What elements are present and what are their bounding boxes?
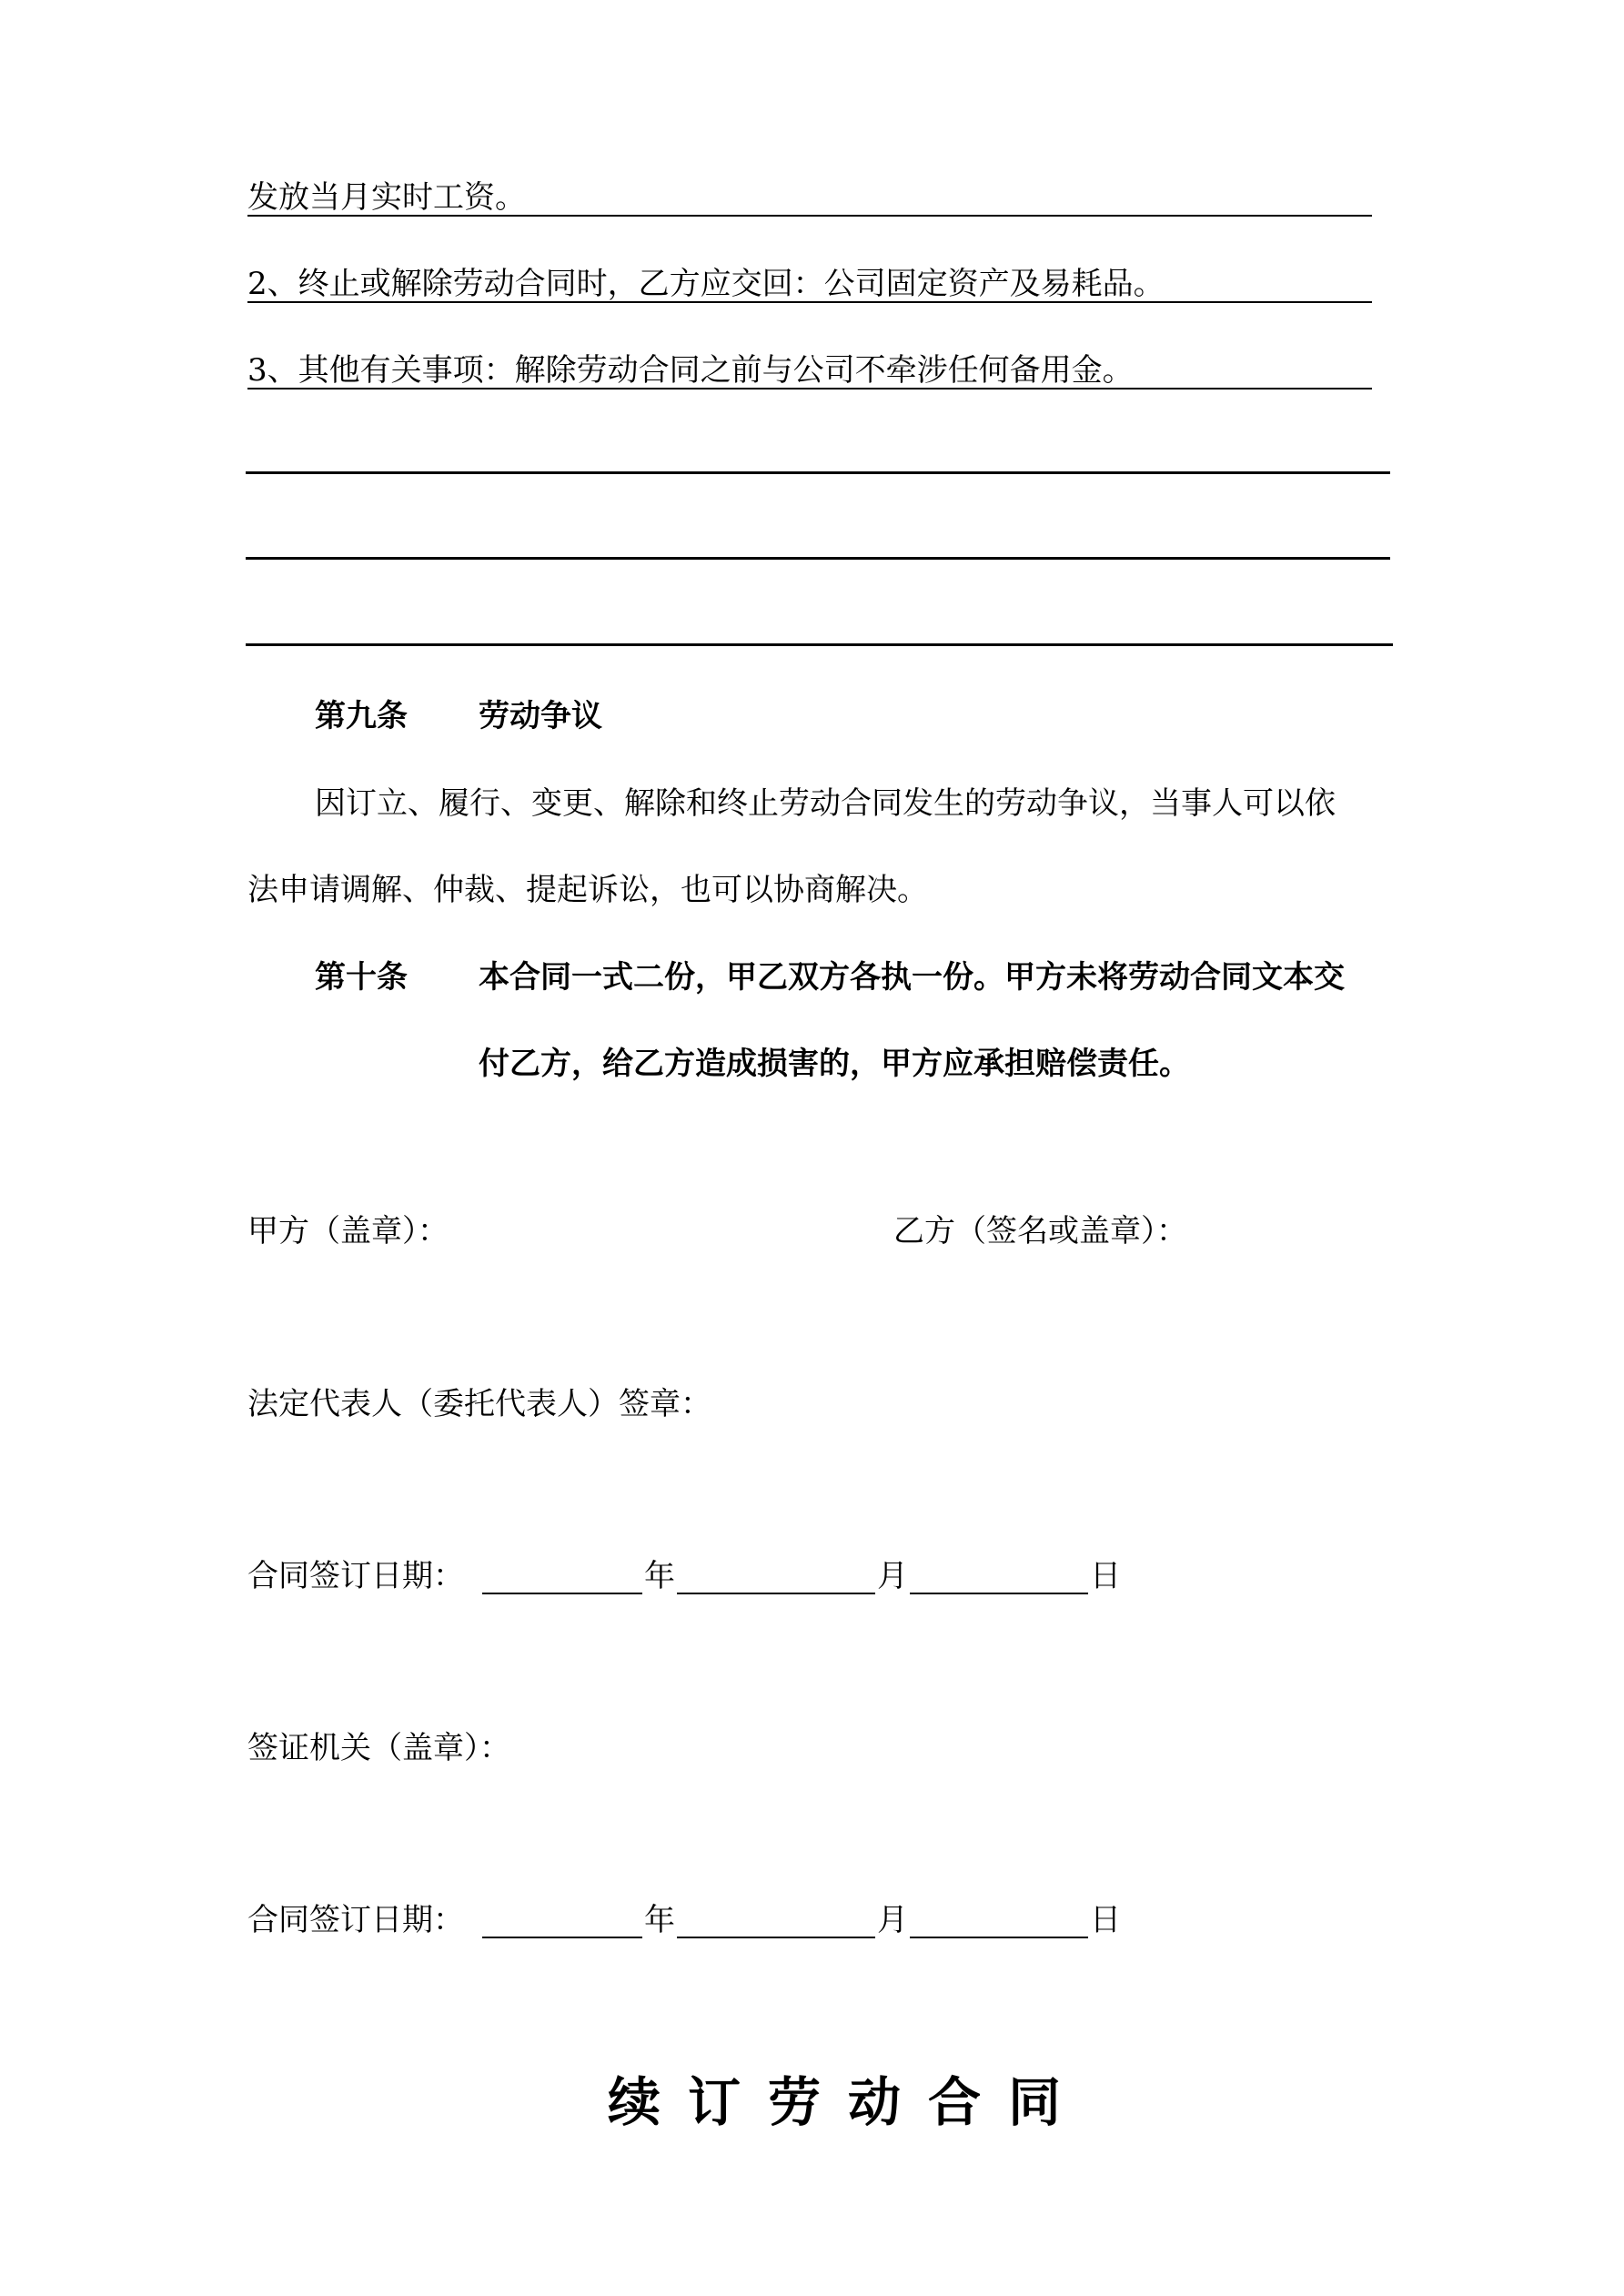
sign-date-label: 合同签订日期： — [247, 1558, 464, 1594]
term-line-3-underline — [247, 388, 1372, 389]
term-line-1-underline — [247, 215, 1372, 217]
month-blank-2[interactable] — [677, 1937, 875, 1938]
day-blank-2[interactable] — [910, 1937, 1088, 1938]
article-9-body-line-2: 法申请调解、仲裁、提起诉讼，也可以协商解决。 — [247, 872, 928, 908]
year-blank-2[interactable] — [482, 1937, 642, 1938]
year-label: 年 — [644, 1558, 675, 1594]
blank-line-1 — [246, 471, 1390, 474]
year-blank[interactable] — [482, 1593, 642, 1594]
term-line-2-underline — [247, 301, 1372, 303]
article-10-line-1: 本合同一式二份，甲乙双方各执一份。甲方未将劳动合同文本交 — [479, 959, 1345, 996]
month-label: 月 — [877, 1558, 908, 1594]
year-label-2: 年 — [644, 1902, 675, 1938]
month-blank[interactable] — [677, 1593, 875, 1594]
day-label: 日 — [1090, 1558, 1121, 1594]
party-a-seal-label: 甲方（盖章）： — [247, 1213, 449, 1249]
article-10-number: 第十条 — [315, 959, 408, 996]
sign-date-label-2: 合同签订日期： — [247, 1902, 464, 1938]
blank-line-2 — [246, 557, 1390, 560]
day-label-2: 日 — [1090, 1902, 1121, 1938]
renewal-contract-title: 续订劳动合同 — [608, 2071, 1089, 2133]
legal-representative-label: 法定代表人（委托代表人）签章： — [247, 1386, 711, 1422]
article-10-line-2: 付乙方，给乙方造成损害的，甲方应承担赔偿责任。 — [479, 1046, 1190, 1082]
blank-line-3 — [246, 643, 1393, 646]
article-9-body-line-1: 因订立、履行、变更、解除和终止劳动合同发生的劳动争议，当事人可以依 — [315, 785, 1336, 822]
authority-seal-label: 签证机关（盖章）： — [247, 1730, 510, 1766]
day-blank[interactable] — [910, 1593, 1088, 1594]
party-b-signature-label: 乙方（签名或盖章）： — [893, 1213, 1187, 1249]
month-label-2: 月 — [877, 1902, 908, 1938]
article-9-number: 第九条 — [315, 698, 408, 734]
term-line-3: 3、其他有关事项：解除劳动合同之前与公司不牵涉任何备用金。 — [247, 352, 1134, 389]
term-line-1: 发放当月实时工资。 — [247, 179, 526, 216]
term-line-2: 2、终止或解除劳动合同时，乙方应交回：公司固定资产及易耗品。 — [247, 266, 1165, 302]
article-9-heading: 劳动争议 — [479, 698, 602, 734]
